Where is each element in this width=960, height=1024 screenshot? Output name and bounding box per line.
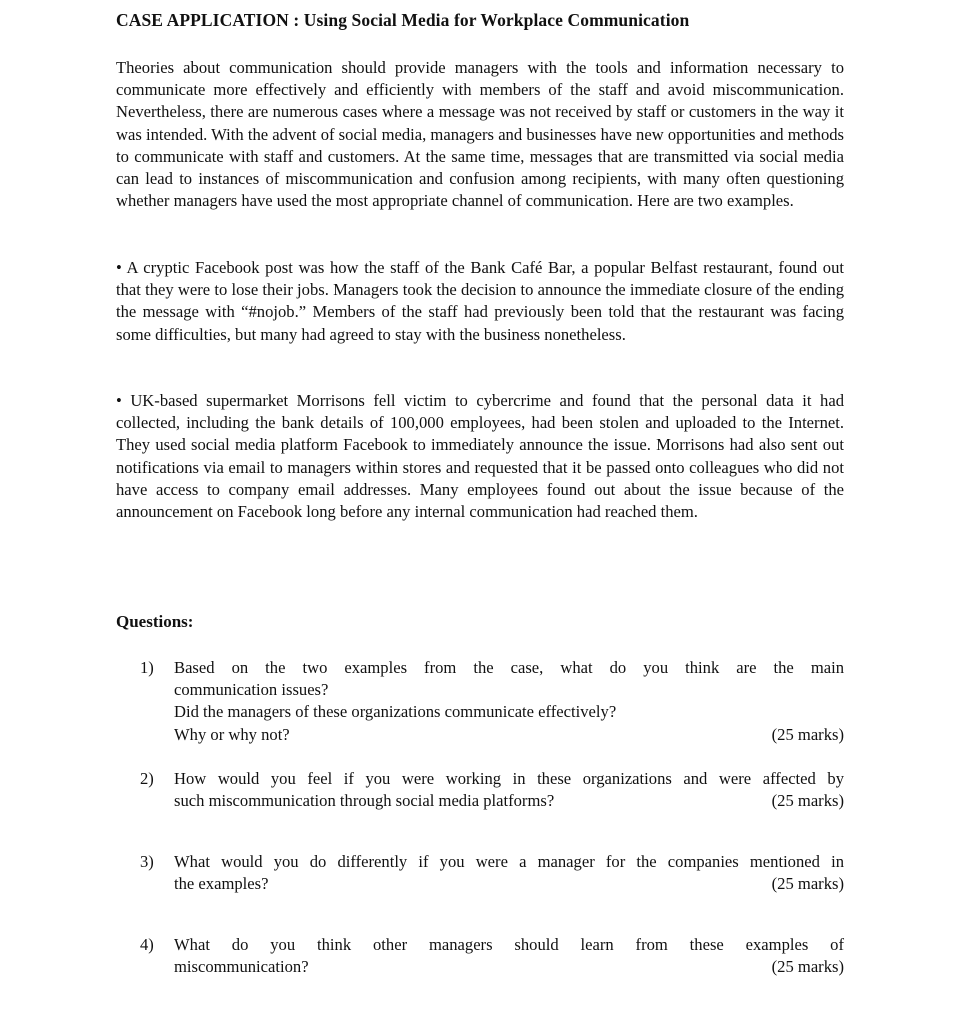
question-text-line: such miscommunication through social media platforms? bbox=[174, 791, 555, 811]
question-text-line: How would you feel if you were working in these organizations and were affected by bbox=[174, 769, 844, 788]
document-title: CASE APPLICATION : Using Social Media for Workplace Communication bbox=[116, 10, 690, 30]
questions-heading: Questions: bbox=[116, 612, 194, 631]
question-number: 3) bbox=[140, 852, 154, 871]
question-4 bbox=[140, 934, 844, 978]
question-text-line: miscommunication? bbox=[174, 957, 309, 977]
question-number: 2) bbox=[140, 769, 154, 788]
question-text-line: What do you think other managers should learn from these examples of bbox=[174, 935, 844, 954]
question-number: 4) bbox=[140, 935, 154, 954]
question-text-line: Based on the two examples from the case, what do you think are the main bbox=[174, 658, 844, 677]
question-text-line: Did the managers of these organizations communicate effectively? bbox=[174, 702, 617, 722]
question-marks: (25 marks) bbox=[771, 791, 844, 811]
question-marks: (25 marks) bbox=[771, 957, 844, 977]
question-1 bbox=[140, 657, 844, 746]
question-text-line: What would you do differently if you were a manager for the companies mentioned in bbox=[174, 852, 844, 871]
question-marks: (25 marks) bbox=[771, 874, 844, 894]
question-text-line: communication issues? bbox=[174, 680, 329, 700]
question-2 bbox=[140, 768, 844, 812]
example-bank-cafe-paragraph: • A cryptic Facebook post was how the staff of the Bank Café Bar, a popular Belfast restaurant, found out that they were to lose their jobs. Managers took the decision to announce the immediate closure of the ending the message with “#nojob.” Members of the staff had previously been told that the restaurant was facing some difficulties, but many had agreed to stay with the business nonetheless. bbox=[116, 258, 844, 344]
question-3 bbox=[140, 851, 844, 895]
question-number: 1) bbox=[140, 658, 154, 677]
question-text-line: the examples? bbox=[174, 874, 269, 894]
intro-paragraph: Theories about communication should provide managers with the tools and information necessary to communicate more effectively and efficiently with members of the staff and avoid miscommunication. Nevertheless, there are numerous cases where a message was not received by staff or customers in the way it was intended. With the advent of social media, managers and businesses have new opportunities and methods to communicate with staff and customers. At the same time, messages that are transmitted via social media can lead to instances of miscommunication and confusion among recipients, with many often questioning whether managers have used the most appropriate channel of communication. Here are two examples. bbox=[116, 58, 844, 211]
question-marks: (25 marks) bbox=[771, 724, 844, 744]
question-text-line: Why or why not? bbox=[174, 724, 290, 744]
example-morrisons-paragraph: • UK-based supermarket Morrisons fell victim to cybercrime and found that the personal data it had collected, including the bank details of 100,000 employees, had been stolen and uploaded to the Internet. They used social media platform Facebook to immediately announce the issue. Morrisons had also sent out notifications via email to managers within stores and requested that it be passed onto colleagues who did not have access to company email addresses. Many employees found out about the issue because of the announcement on Facebook long before any internal communication had reached them. bbox=[116, 391, 844, 522]
